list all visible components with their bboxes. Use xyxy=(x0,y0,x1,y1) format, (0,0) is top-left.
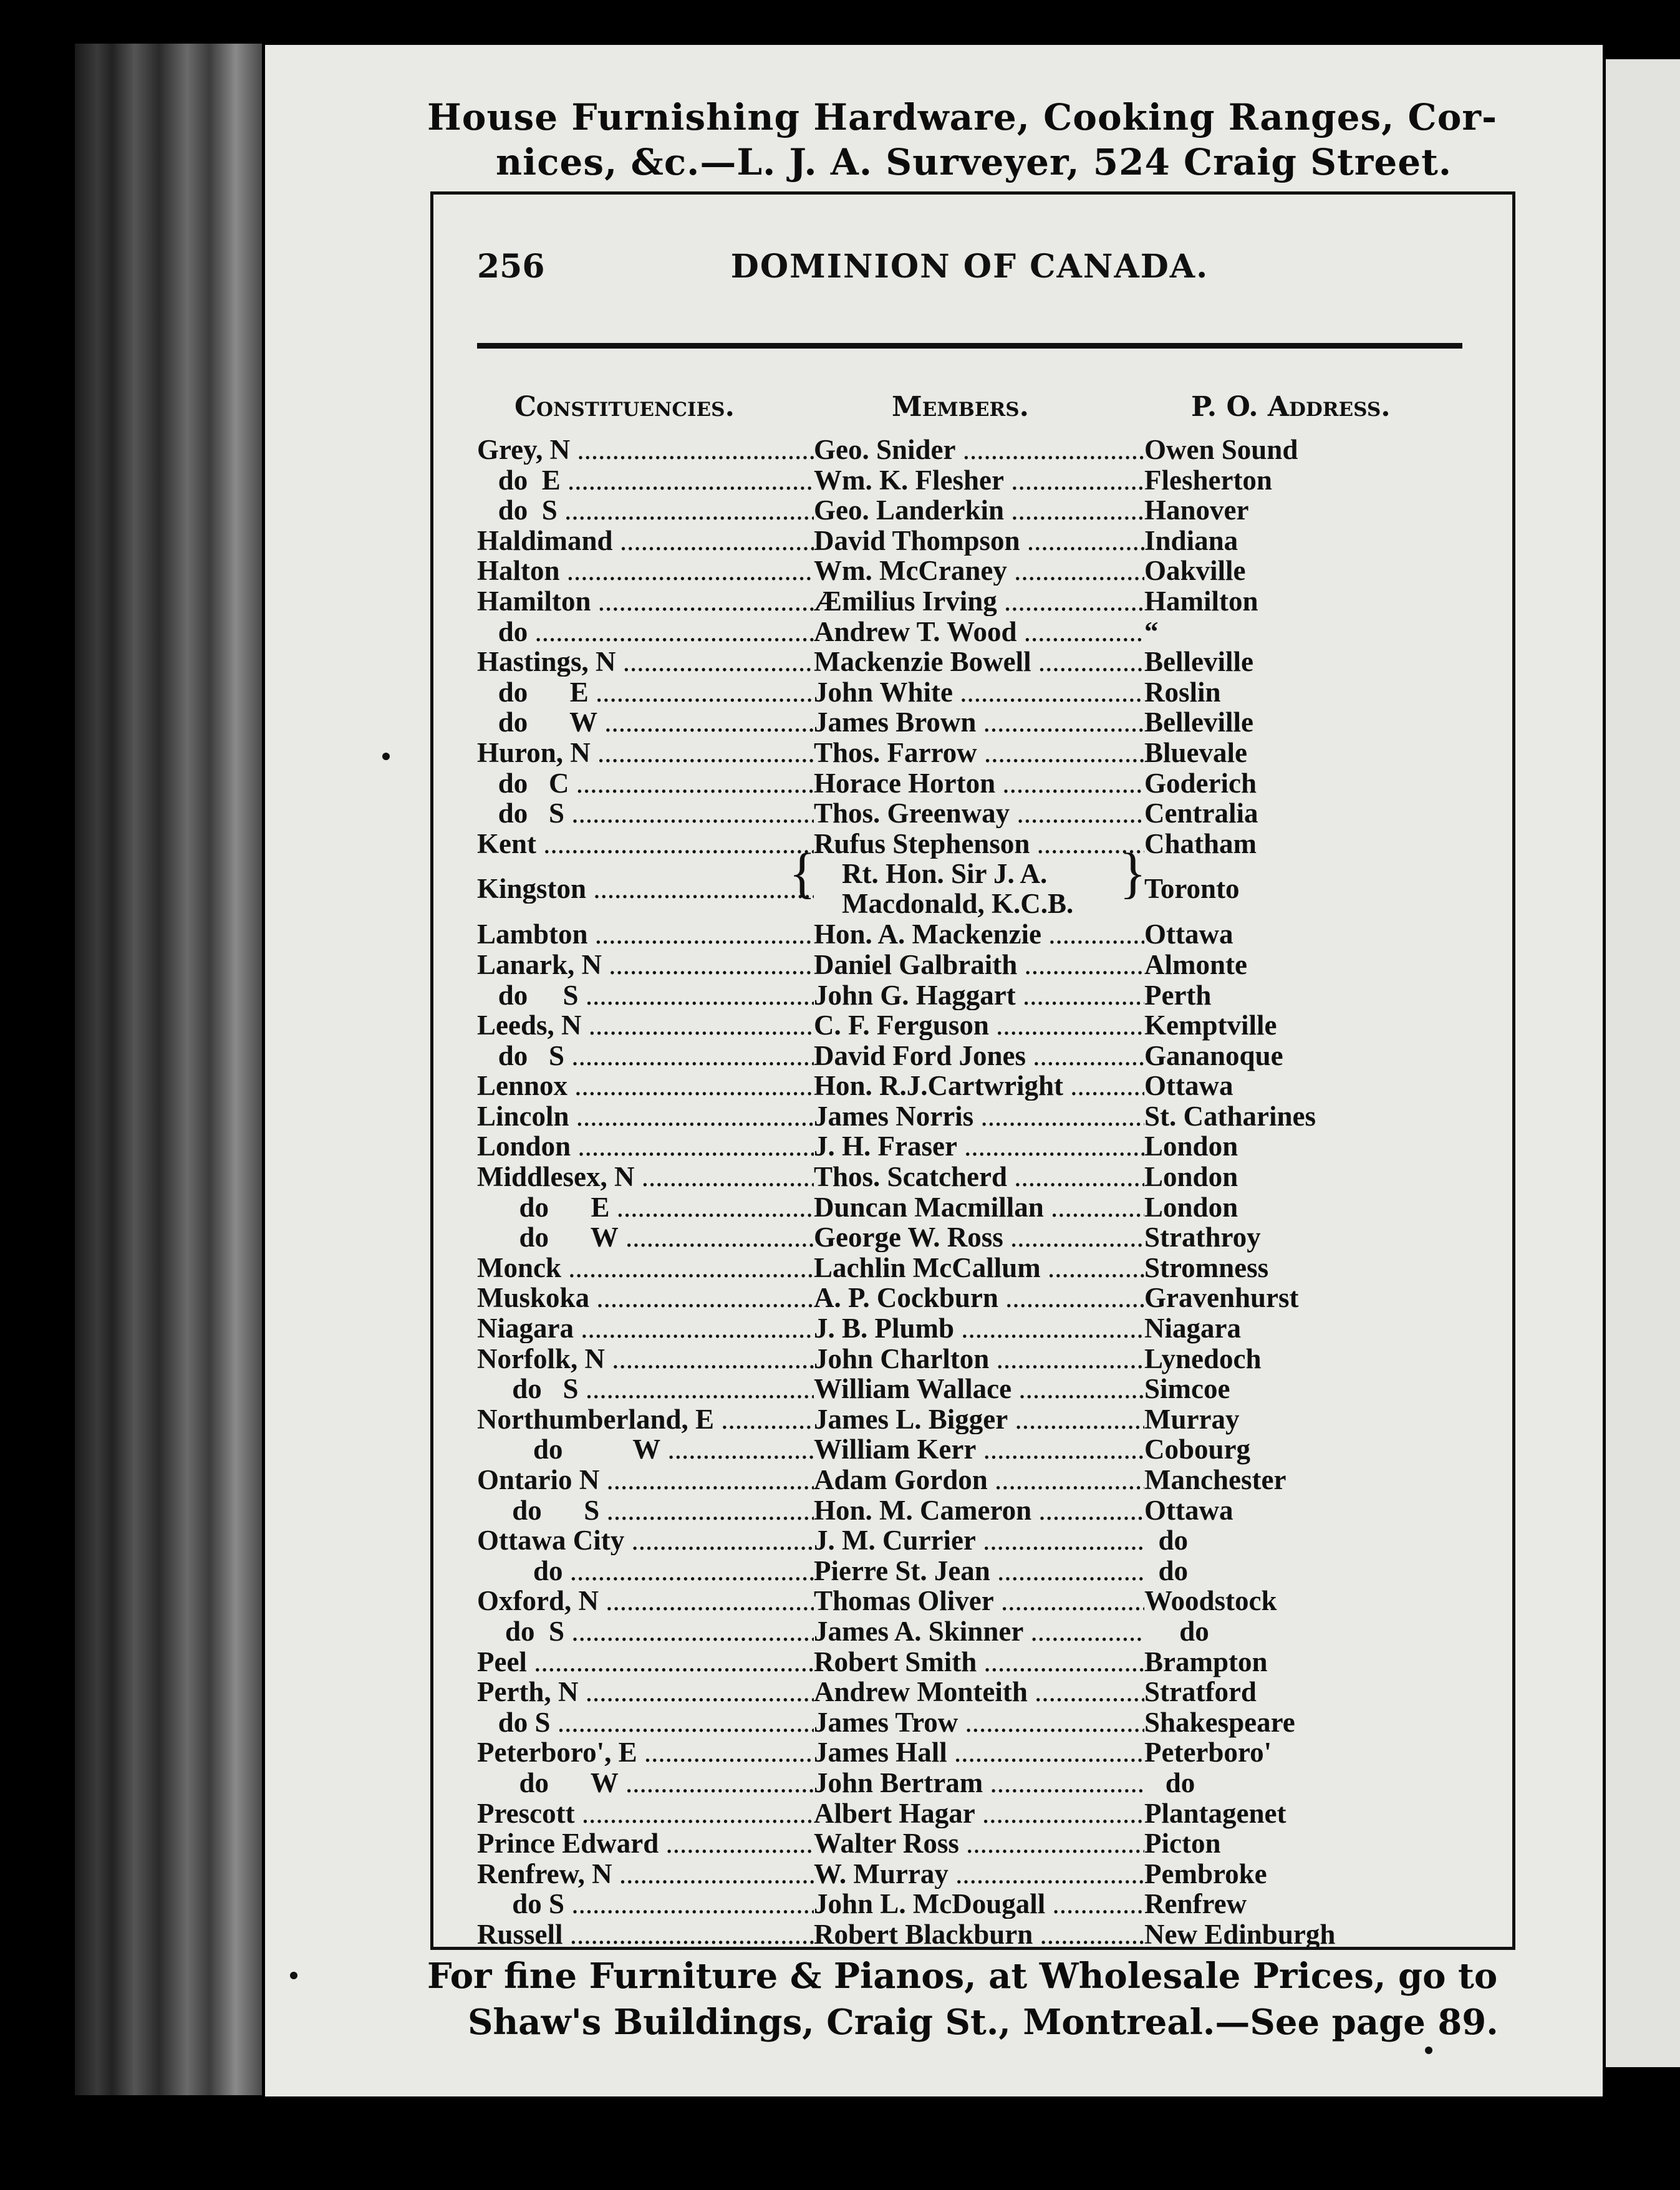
member-cell: C. F. Ferguson ..... xyxy=(814,1010,1144,1040)
address-cell: St. Catharines xyxy=(1144,1100,1316,1132)
table-row xyxy=(477,1041,1512,1071)
constituency-cell: Russell ..... xyxy=(477,1919,814,1949)
table-row xyxy=(477,1859,1512,1889)
table-row xyxy=(477,1101,1512,1132)
member-cell: Hon. M. Cameron ..... xyxy=(814,1495,1144,1525)
address-cell: Chatham xyxy=(1144,827,1257,859)
member-cell: Robert Blackburn ..... xyxy=(814,1919,1144,1949)
ink-speck xyxy=(382,753,390,760)
constituency-cell: Prescott ..... xyxy=(477,1798,814,1828)
column-header-constituencies: Constituencies. xyxy=(514,391,735,423)
member-cell: Adam Gordon ..... xyxy=(814,1465,1144,1495)
member-cell: Hon. R.J.Cartwright ..... xyxy=(814,1071,1144,1101)
constituency-cell: Lanark, N ..... xyxy=(477,950,814,980)
constituency-cell: Kingston ..... xyxy=(477,874,814,904)
table-row xyxy=(477,768,1512,799)
address-cell: Kemptville xyxy=(1144,1010,1277,1041)
member-cell: William Kerr ..... xyxy=(814,1434,1144,1464)
table-row xyxy=(477,617,1512,647)
address-cell: Ottawa xyxy=(1144,919,1233,950)
address-cell: Lynedoch xyxy=(1144,1343,1262,1374)
bottom-ad-line-1: For fine Furniture & Pianos, at Wholesale Prices, go to xyxy=(427,1956,1498,1997)
constituency-cell: Leeds, N ..... xyxy=(477,1010,814,1040)
table-row xyxy=(477,1465,1512,1495)
constituency-cell: Niagara ..... xyxy=(477,1313,814,1343)
table-row xyxy=(477,1889,1512,1919)
address-cell: Flesherton xyxy=(1144,464,1272,496)
table-row xyxy=(477,1222,1512,1253)
member-cell: John L. McDougall ..... xyxy=(814,1889,1144,1919)
constituency-cell: Norfolk, N ..... xyxy=(477,1344,814,1374)
member-cell: Thos. Farrow ..... xyxy=(814,738,1144,768)
constituency-cell: do C ..... xyxy=(477,768,814,798)
constituency-cell: Lambton ..... xyxy=(477,919,814,949)
member-cell: Æmilius Irving ..... xyxy=(814,586,1144,616)
member-cell: Wm. McCraney ..... xyxy=(814,556,1144,586)
table-row xyxy=(477,677,1512,708)
table-row xyxy=(477,1192,1512,1223)
facing-page-edge xyxy=(1606,59,1680,2067)
address-cell: Niagara xyxy=(1144,1313,1241,1344)
table-row xyxy=(477,495,1512,526)
address-cell: Peterboro' xyxy=(1144,1737,1272,1768)
constituency-cell: do S ..... xyxy=(477,1041,814,1071)
address-cell: Centralia xyxy=(1144,798,1258,829)
constituency-cell: Ontario N ..... xyxy=(477,1465,814,1495)
address-cell: Hamilton xyxy=(1144,585,1258,617)
address-cell: Woodstock xyxy=(1144,1585,1277,1617)
table-row xyxy=(477,1434,1512,1465)
address-cell: Perth xyxy=(1144,979,1212,1011)
table-row xyxy=(477,1616,1512,1647)
constituency-cell: do S ..... xyxy=(477,1374,814,1404)
bottom-ad-line-2: Shaw's Buildings, Craig St., Montreal.—See page 89. xyxy=(468,2002,1499,2043)
table-row xyxy=(477,1404,1512,1435)
table-row xyxy=(477,647,1512,677)
constituency-cell: Peel ..... xyxy=(477,1647,814,1677)
table-row xyxy=(477,980,1512,1011)
member-cell: Horace Horton ..... xyxy=(814,768,1144,798)
table-row xyxy=(477,1586,1512,1616)
ink-speck xyxy=(1425,2047,1432,2054)
member-name-line-2: Macdonald, K.C.B. xyxy=(842,888,1074,919)
member-cell: David Thompson ..... xyxy=(814,526,1144,556)
member-cell: J. B. Plumb ..... xyxy=(814,1313,1144,1343)
address-cell: Picton xyxy=(1144,1828,1221,1860)
table-row xyxy=(477,1283,1512,1313)
book-spine-edge xyxy=(75,44,262,2095)
constituency-cell: do S ..... xyxy=(477,1889,814,1919)
member-cell: John G. Haggart ..... xyxy=(814,980,1144,1010)
member-cell: John Bertram ..... xyxy=(814,1768,1144,1798)
constituency-cell: Hamilton ..... xyxy=(477,586,814,616)
constituency-cell: do S ..... xyxy=(477,495,814,525)
table-row xyxy=(477,1919,1512,1950)
ink-speck xyxy=(290,1972,297,1979)
member-cell: Pierre St. Jean ..... xyxy=(814,1556,1144,1586)
address-cell: Murray xyxy=(1144,1403,1240,1435)
constituency-cell: Prince Edward ..... xyxy=(477,1828,814,1858)
address-cell: Cobourg xyxy=(1144,1434,1251,1465)
member-cell: Daniel Galbraith ..... xyxy=(814,950,1144,980)
constituency-cell: Lincoln ..... xyxy=(477,1101,814,1131)
member-cell: Wm. K. Flesher ..... xyxy=(814,465,1144,495)
constituency-cell: do ..... xyxy=(477,617,814,647)
table-row xyxy=(477,1828,1512,1859)
member-cell: Duncan Macmillan ..... xyxy=(814,1192,1144,1222)
address-cell: Belleville xyxy=(1144,707,1253,738)
address-cell: Pembroke xyxy=(1144,1858,1267,1889)
constituency-cell: Kent ..... xyxy=(477,829,814,859)
constituency-cell: Grey, N ..... xyxy=(477,435,814,465)
constituency-cell: London ..... xyxy=(477,1131,814,1161)
member-cell: J. M. Currier ..... xyxy=(814,1525,1144,1555)
top-advertisement xyxy=(427,95,1587,185)
member-cell: Thos. Greenway ..... xyxy=(814,798,1144,828)
table-row xyxy=(477,707,1512,738)
member-cell: Geo. Snider ..... xyxy=(814,435,1144,465)
address-cell: do xyxy=(1144,1767,1195,1798)
bottom-advertisement xyxy=(427,1953,1587,2045)
member-cell: James L. Bigger ..... xyxy=(814,1404,1144,1434)
constituency-cell: do W ..... xyxy=(477,1768,814,1798)
table-row xyxy=(477,829,1512,859)
member-cell: John White ..... xyxy=(814,677,1144,707)
address-cell: Goderich xyxy=(1144,767,1257,799)
table-row xyxy=(477,1131,1512,1162)
table-row xyxy=(477,1344,1512,1374)
header-rule xyxy=(477,343,1462,349)
member-cell: William Wallace ..... xyxy=(814,1374,1144,1404)
address-cell: Roslin xyxy=(1144,676,1221,708)
table-row xyxy=(477,586,1512,617)
constituency-cell: Halton ..... xyxy=(477,556,814,586)
address-cell: Owen Sound xyxy=(1144,434,1298,465)
member-cell: Andrew T. Wood ..... xyxy=(814,617,1144,647)
table-row xyxy=(477,1647,1512,1677)
address-cell: Simcoe xyxy=(1144,1373,1230,1405)
listing-frame xyxy=(430,191,1515,1950)
right-brace: } xyxy=(1119,842,1147,905)
constituency-cell: Haldimand ..... xyxy=(477,526,814,556)
address-cell: Belleville xyxy=(1144,646,1253,678)
member-cell: James Trow ..... xyxy=(814,1707,1144,1737)
address-cell: Shakespeare xyxy=(1144,1706,1295,1738)
constituency-cell: do S ..... xyxy=(477,1707,814,1737)
member-cell: James A. Skinner ..... xyxy=(814,1616,1144,1646)
address-cell: do xyxy=(1144,1555,1189,1586)
address-cell: Plantagenet xyxy=(1144,1797,1287,1829)
constituency-cell: do E ..... xyxy=(477,1192,814,1222)
running-header xyxy=(477,248,1462,285)
table-row xyxy=(477,1253,1512,1283)
member-cell: Robert Smith ..... xyxy=(814,1647,1144,1677)
constituency-cell: do S ..... xyxy=(477,798,814,828)
constituency-cell: Northumberland, E ..... xyxy=(477,1404,814,1434)
constituency-cell: Peterboro', E ..... xyxy=(477,1737,814,1767)
address-cell: Bluevale xyxy=(1144,736,1247,768)
member-cell: Lachlin McCallum ..... xyxy=(814,1253,1144,1283)
address-cell: Renfrew xyxy=(1144,1888,1247,1920)
table-row xyxy=(477,1556,1512,1586)
address-cell: Ottawa xyxy=(1144,1070,1233,1102)
address-cell: New Edinburgh xyxy=(1144,1918,1336,1950)
constituency-cell: Lennox ..... xyxy=(477,1071,814,1101)
constituency-cell: Perth, N ..... xyxy=(477,1677,814,1707)
member-cell: James Hall ..... xyxy=(814,1737,1144,1767)
address-cell: do xyxy=(1144,1525,1189,1556)
constituency-cell: Monck ..... xyxy=(477,1253,814,1283)
constituency-cell: do ..... xyxy=(477,1556,814,1586)
left-brace: { xyxy=(789,842,816,905)
table-row xyxy=(477,465,1512,496)
constituency-cell: do S ..... xyxy=(477,980,814,1010)
address-cell: London xyxy=(1144,1191,1238,1223)
constituency-cell: do W ..... xyxy=(477,707,814,737)
member-cell: Thos. Scatcherd ..... xyxy=(814,1162,1144,1192)
table-row xyxy=(477,1768,1512,1798)
constituency-cell: Middlesex, N ..... xyxy=(477,1162,814,1192)
table-row xyxy=(477,556,1512,586)
constituency-cell: Renfrew, N ..... xyxy=(477,1859,814,1889)
address-cell: Manchester xyxy=(1144,1464,1287,1495)
member-cell: John Charlton ..... xyxy=(814,1344,1144,1374)
address-cell: London xyxy=(1144,1161,1238,1193)
address-cell: “ xyxy=(1144,615,1159,647)
member-cell: David Ford Jones ..... xyxy=(814,1041,1144,1071)
table-row xyxy=(477,1737,1512,1768)
column-header-address: P. O. Address. xyxy=(1191,391,1391,423)
table-row xyxy=(477,1010,1512,1041)
address-cell: Gravenhurst xyxy=(1144,1282,1299,1314)
address-cell: Strathroy xyxy=(1144,1222,1261,1253)
table-row xyxy=(477,435,1512,465)
address-cell: London xyxy=(1144,1131,1238,1162)
member-name-line-1: Rt. Hon. Sir J. A. xyxy=(842,859,1048,890)
constituency-cell: Oxford, N ..... xyxy=(477,1586,814,1616)
table-row xyxy=(477,919,1512,950)
member-cell: James Norris ..... xyxy=(814,1101,1144,1131)
member-cell: George W. Ross ..... xyxy=(814,1222,1144,1252)
address-cell: do xyxy=(1144,1615,1209,1647)
member-cell: Thomas Oliver ..... xyxy=(814,1586,1144,1616)
member-cell: Walter Ross ..... xyxy=(814,1828,1144,1858)
page-title: DOMINION OF CANADA. xyxy=(730,248,1209,286)
table-row xyxy=(477,798,1512,829)
table-row xyxy=(477,738,1512,768)
table-row xyxy=(477,1071,1512,1101)
constituency-cell: do E ..... xyxy=(477,677,814,707)
table-row xyxy=(477,1798,1512,1829)
constituency-cell: Muskoka ..... xyxy=(477,1283,814,1313)
member-cell: W. Murray ..... xyxy=(814,1859,1144,1889)
column-header-members: Members. xyxy=(892,391,1029,423)
address-cell: Gananoque xyxy=(1144,1040,1283,1071)
member-cell: A. P. Cockburn ..... xyxy=(814,1283,1144,1313)
address-cell: Ottawa xyxy=(1144,1494,1233,1526)
members-table xyxy=(477,435,1512,1950)
top-ad-line-2: nices, &c.—L. J. A. Surveyer, 524 Craig Street. xyxy=(496,141,1452,183)
address-cell: Stromness xyxy=(1144,1252,1269,1283)
address-cell: Stratford xyxy=(1144,1676,1257,1708)
constituency-cell: do E ..... xyxy=(477,465,814,495)
address-cell: Brampton xyxy=(1144,1646,1268,1677)
page-number: 256 xyxy=(477,248,545,286)
member-cell: Mackenzie Bowell ..... xyxy=(814,647,1144,677)
table-row xyxy=(477,950,1512,980)
member-cell: James Brown ..... xyxy=(814,707,1144,737)
constituency-cell: do W ..... xyxy=(477,1434,814,1464)
member-cell: Rufus Stephenson ..... xyxy=(814,829,1144,859)
constituency-cell: Hastings, N ..... xyxy=(477,647,814,677)
constituency-cell: do W ..... xyxy=(477,1222,814,1252)
table-row xyxy=(477,1313,1512,1344)
address-cell: Oakville xyxy=(1144,555,1246,587)
constituency-cell: do S ..... xyxy=(477,1495,814,1525)
member-cell: Albert Hagar ..... xyxy=(814,1798,1144,1828)
table-row xyxy=(477,1495,1512,1526)
table-row xyxy=(477,526,1512,556)
constituency-cell: Huron, N ..... xyxy=(477,738,814,768)
constituency-cell: do S ..... xyxy=(477,1616,814,1646)
table-row xyxy=(477,1677,1512,1707)
address-cell: Toronto xyxy=(1144,873,1240,905)
top-ad-line-1: House Furnishing Hardware, Cooking Ranges, Cor- xyxy=(427,96,1498,138)
table-row xyxy=(477,1374,1512,1404)
address-cell: Hanover xyxy=(1144,494,1249,526)
member-cell: Hon. A. Mackenzie ..... xyxy=(814,919,1144,949)
table-row xyxy=(477,1707,1512,1738)
address-cell: Almonte xyxy=(1144,948,1247,980)
member-cell: Geo. Landerkin ..... xyxy=(814,495,1144,525)
directory-page xyxy=(265,45,1603,2096)
address-cell: Indiana xyxy=(1144,524,1238,556)
table-row xyxy=(477,1162,1512,1192)
member-cell: J. H. Fraser ..... xyxy=(814,1131,1144,1161)
member-cell: Andrew Monteith ..... xyxy=(814,1677,1144,1707)
constituency-cell: Ottawa City ..... xyxy=(477,1525,814,1555)
table-row xyxy=(477,1525,1512,1556)
